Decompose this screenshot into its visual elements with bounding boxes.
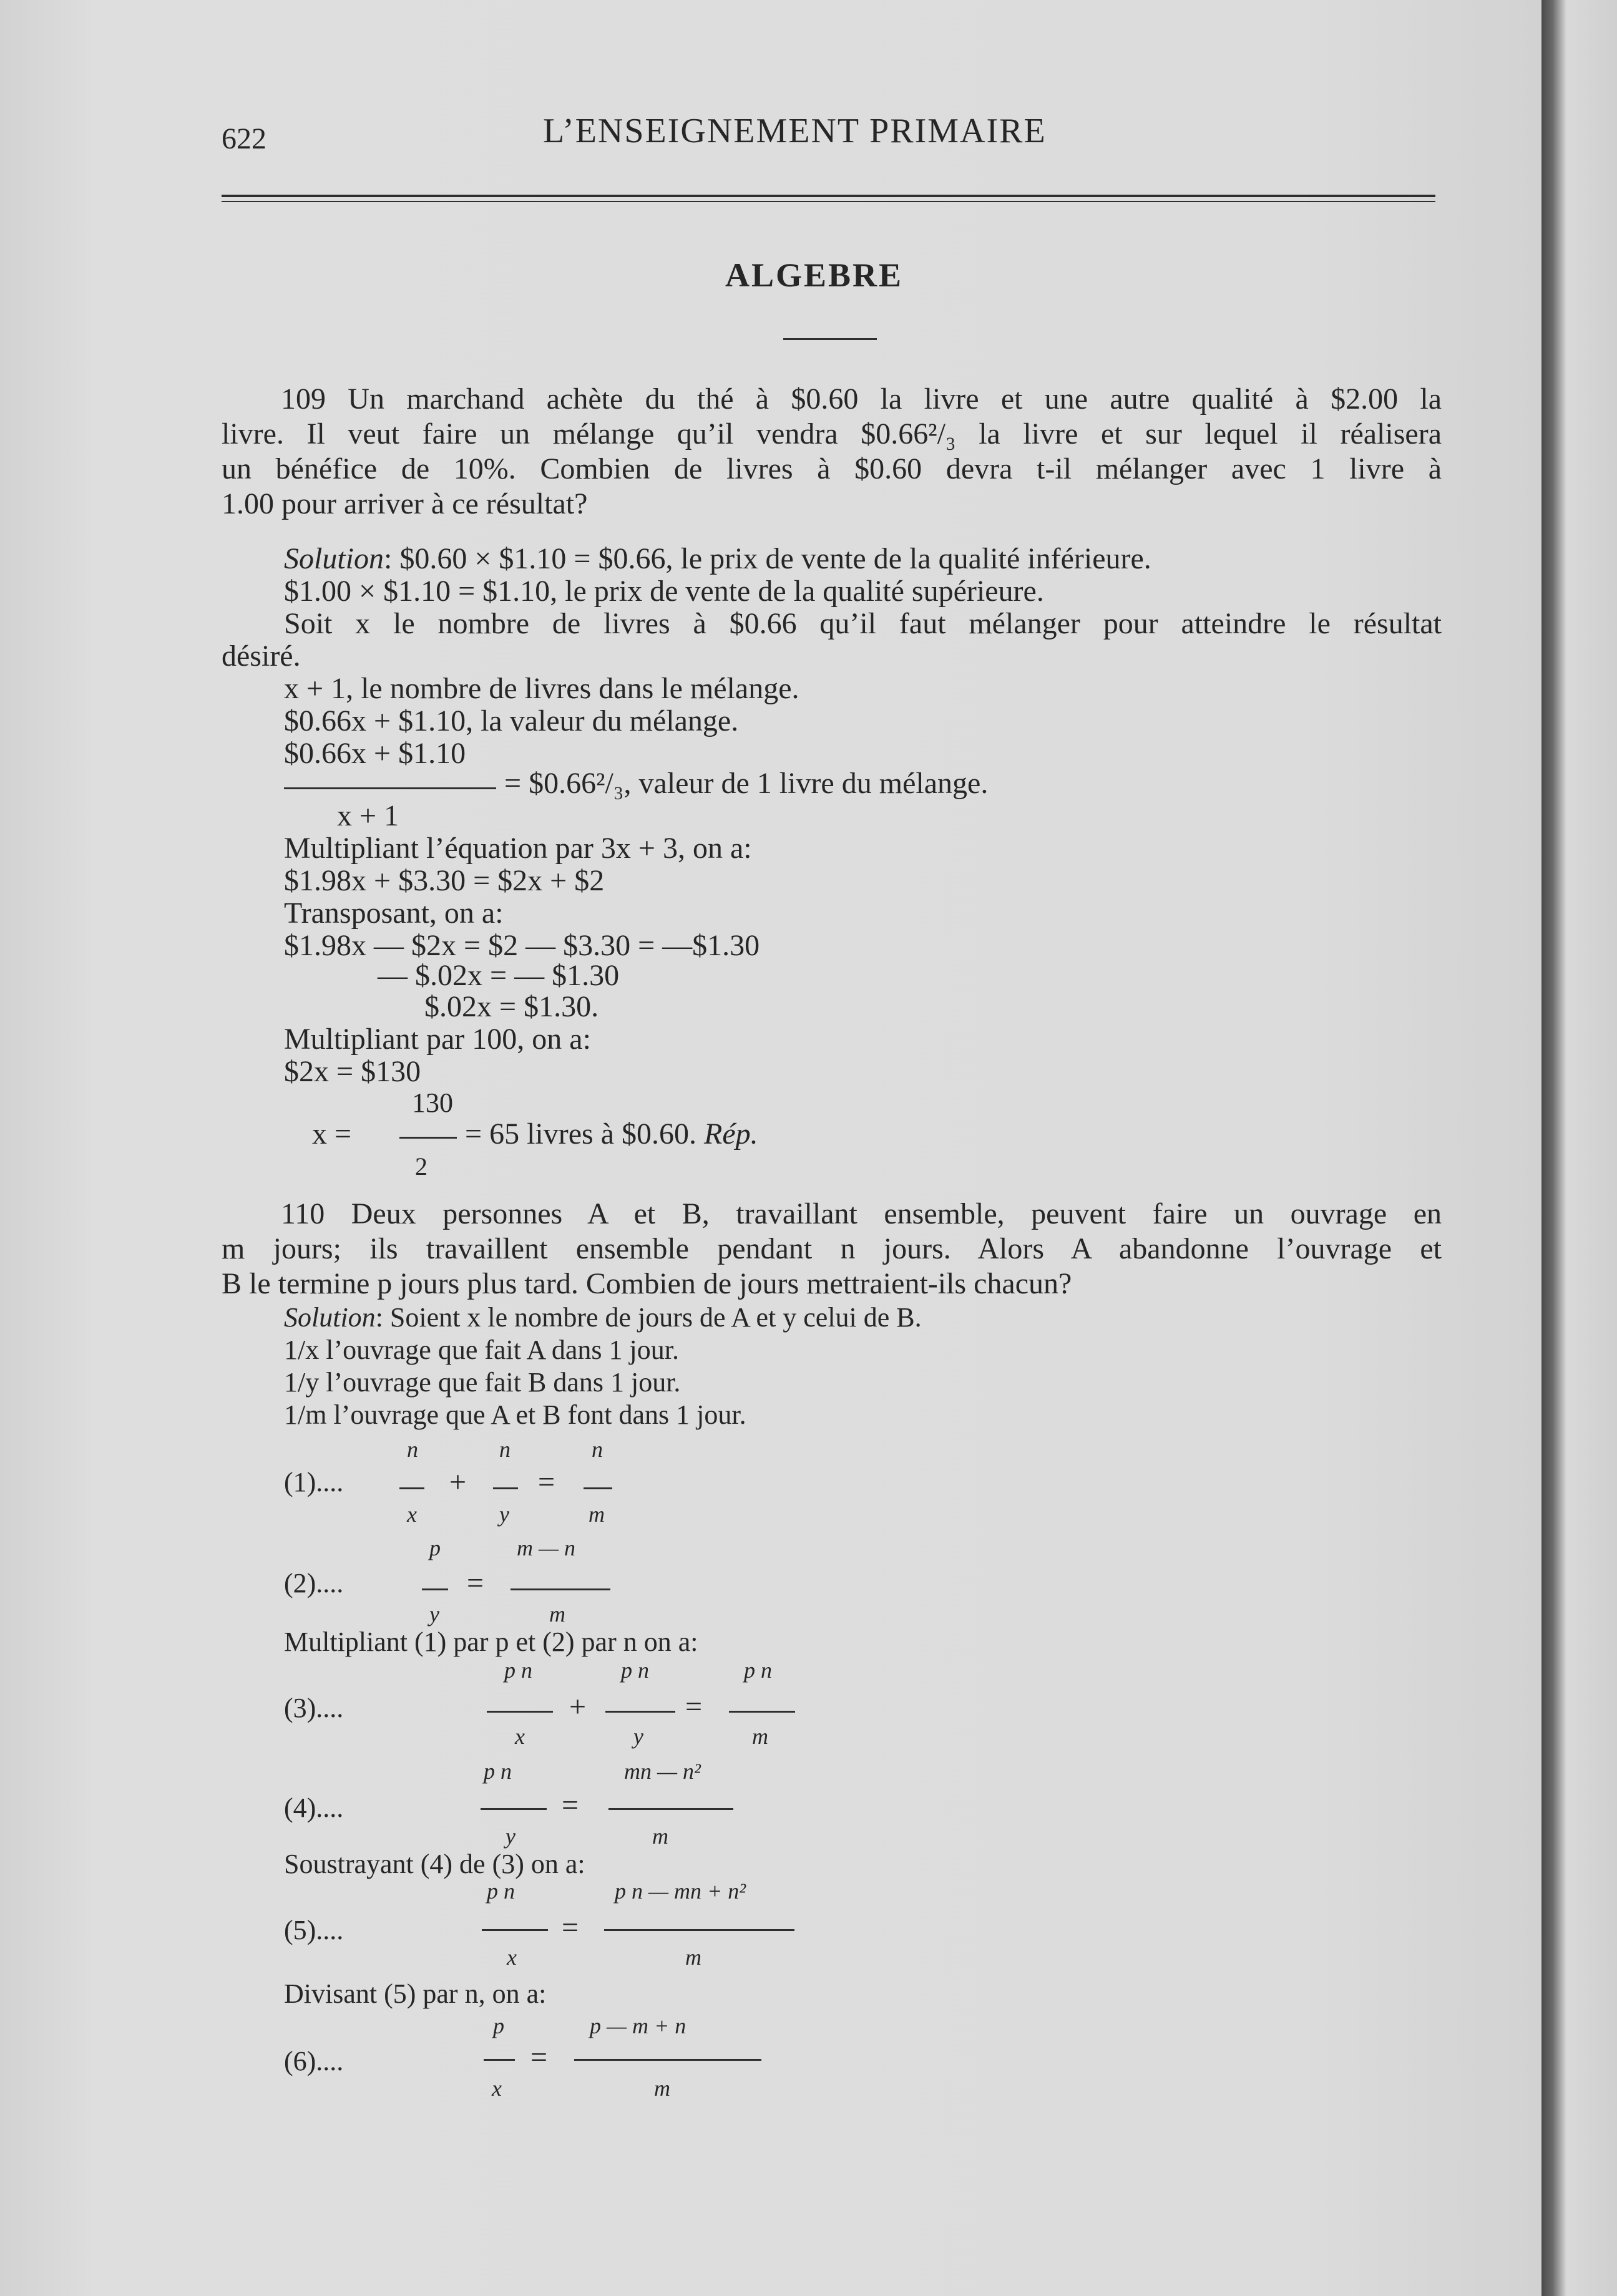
result-bar	[399, 1137, 457, 1139]
eq3-num-3: p n	[744, 1658, 772, 1683]
eq3-den-3: m	[752, 1724, 768, 1749]
fraction-numerator: $0.66x + $1.10	[284, 737, 466, 770]
fraction-rhs: = $0.66²/₃, valeur de 1 livre du mélange.	[504, 767, 989, 800]
eq2-den-1: y	[429, 1602, 439, 1627]
solution-110-line-2: 1/x l’ouvrage que fait A dans 1 jour.	[284, 1335, 679, 1365]
eq3-num-2: p n	[621, 1658, 649, 1683]
eq-label-1: (1)....	[284, 1467, 344, 1497]
dividing-line: Divisant (5) par n, on a:	[284, 1978, 547, 2009]
page-number: 622	[222, 122, 266, 155]
eq3-bar-3	[729, 1711, 795, 1713]
header-rule	[222, 195, 1435, 197]
eq5-den-1: x	[507, 1945, 517, 1970]
result-denominator: 2	[415, 1152, 427, 1180]
problem-line: 110 Deux personnes A et B, travaillant ensemble, peuvent faire un ouvrage en	[281, 1197, 1442, 1230]
eq1-num-2: n	[499, 1437, 511, 1462]
problem-line: un bénéfice de 10%. Combien de livres à $0.60 devra t-il mélanger avec 1 livre à	[222, 452, 1442, 485]
solution-109-line-2: $1.00 × $1.10 = $1.10, le prix de vente de la qualité supérieure.	[284, 575, 1044, 608]
eq4-num-2: mn — n²	[624, 1759, 701, 1784]
eq5-num-2: p n — mn + n²	[615, 1879, 746, 1904]
eq4-num-1: p n	[484, 1759, 512, 1784]
eq3-den-1: x	[515, 1724, 525, 1749]
equation-3: — $.02x = — $1.30	[378, 959, 620, 992]
eq2-equals: =	[467, 1567, 484, 1600]
eq6-den-1: x	[492, 2076, 502, 2101]
solution-110-line-1: Solution: Soient x le nombre de jours de A et y celui de B.	[284, 1302, 922, 1333]
eq1-bar-1	[399, 1487, 424, 1489]
eq1-den-1: x	[407, 1502, 417, 1527]
equation-2: $1.98x — $2x = $2 — $3.30 = —$1.30	[284, 929, 760, 962]
result-lhs: x =	[312, 1117, 352, 1150]
solution-label: Solution	[284, 1302, 376, 1333]
eq-label-6: (6)....	[284, 2046, 344, 2076]
eq4-den-1: y	[506, 1824, 515, 1849]
eq6-den-2: m	[654, 2076, 670, 2101]
eq3-bar-2	[605, 1711, 675, 1713]
eq1-bar-2	[493, 1487, 518, 1489]
page-gutter-shadow	[1541, 0, 1617, 2296]
multiplying-line: Multipliant l’équation par 3x + 3, on a:	[284, 832, 752, 865]
equation-1: $1.98x + $3.30 = $2x + $2	[284, 864, 605, 897]
section-title: ALGEBRE	[725, 256, 904, 294]
solution-label: Solution	[284, 542, 384, 575]
problem-line: 1.00 pour arriver à ce résultat?	[222, 487, 588, 520]
eq1-bar-3	[584, 1487, 612, 1489]
eq1-den-2: y	[499, 1502, 509, 1527]
eq4-den-2: m	[652, 1824, 668, 1849]
eq3-equals: =	[685, 1690, 703, 1723]
eq6-bar-2	[574, 2059, 761, 2061]
subtracting-line: Soustrayant (4) de (3) on a:	[284, 1849, 585, 1879]
eq2-den-2: m	[549, 1602, 565, 1627]
running-title: L’ENSEIGNEMENT PRIMAIRE	[543, 112, 1047, 150]
eq4-equals: =	[562, 1789, 579, 1822]
eq1-den-3: m	[589, 1502, 605, 1527]
eq1-num-3: n	[592, 1437, 603, 1462]
eq3-num-1: p n	[504, 1658, 532, 1683]
multiplying-100-line: Multipliant par 100, on a:	[284, 1023, 591, 1056]
eq-label-5: (5)....	[284, 1915, 344, 1945]
eq4-bar-2	[608, 1808, 733, 1810]
eq5-den-2: m	[685, 1945, 701, 1970]
eq5-equals: =	[562, 1911, 579, 1944]
problem-line: B le termine p jours plus tard. Combien de jours mettraient-ils chacun?	[222, 1267, 1072, 1300]
eq5-bar-2	[604, 1929, 794, 1931]
solution-110-line-4: 1/m l’ouvrage que A et B font dans 1 jour.	[284, 1399, 746, 1430]
fraction-denominator: x + 1	[337, 799, 399, 832]
multiplying-line-110: Multipliant (1) par p et (2) par n on a:	[284, 1627, 698, 1657]
eq-label-2: (2)....	[284, 1568, 344, 1598]
eq3-den-2: y	[633, 1724, 643, 1749]
transposing-line: Transposant, on a:	[284, 897, 504, 930]
eq6-num-2: p — m + n	[590, 2013, 686, 2038]
equation-5: $2x = $130	[284, 1055, 421, 1088]
title-dash	[783, 338, 877, 340]
fraction-bar	[284, 787, 496, 789]
eq5-num-1: p n	[487, 1879, 515, 1904]
eq2-bar-1	[422, 1588, 448, 1590]
result-numerator: 130	[412, 1087, 453, 1118]
header-rule-thin	[222, 201, 1435, 202]
problem-109-text	[222, 382, 1442, 522]
solution-109-line-3b: désiré.	[222, 640, 301, 673]
eq2-num-1: p	[429, 1535, 441, 1560]
eq4-bar-1	[481, 1808, 547, 1810]
problem-line: 109 Un marchand achète du thé à $0.60 la livre et une autre qualité à $2.00 la	[281, 382, 1442, 416]
eq-label-4: (4)....	[284, 1793, 344, 1823]
solution-110-line-3: 1/y l’ouvrage que fait B dans 1 jour.	[284, 1367, 681, 1398]
problem-line: m jours; ils travaillent ensemble pendant n jours. Alors A abandonne l’ouvrage et	[222, 1232, 1442, 1265]
eq-label-3: (3)....	[284, 1693, 344, 1723]
eq1-plus: +	[449, 1466, 467, 1499]
eq6-num-1: p	[493, 2013, 504, 2038]
eq6-bar-1	[484, 2059, 515, 2061]
eq3-plus: +	[569, 1690, 587, 1723]
solution-109-line-5: $0.66x + $1.10, la valeur du mélange.	[284, 704, 739, 737]
solution-109-line-3: Soit x le nombre de livres à $0.66 qu’il faut mélanger pour atteindre le résultat	[284, 607, 1442, 640]
problem-110-text	[222, 1197, 1442, 1301]
eq2-num-2: m — n	[517, 1535, 576, 1560]
solution-109-line-4: x + 1, le nombre de livres dans le mélange.	[284, 672, 799, 705]
eq1-equals: =	[538, 1466, 555, 1499]
eq2-bar-2	[511, 1588, 610, 1590]
solution-109-line-1: Solution: $0.60 × $1.10 = $0.66, le prix de vente de la qualité inférieure.	[284, 542, 1151, 575]
equation-4: $.02x = $1.30.	[424, 990, 599, 1023]
eq5-bar-1	[482, 1929, 548, 1931]
eq3-bar-1	[487, 1711, 553, 1713]
eq6-equals: =	[530, 2041, 548, 2074]
eq1-num-1: n	[407, 1437, 418, 1462]
result-rhs: = 65 livres à $0.60. Rép.	[465, 1117, 758, 1150]
problem-line: livre. Il veut faire un mélange qu’il vendra $0.66²/₃ la livre et sur lequel il réalisera	[222, 417, 1442, 450]
